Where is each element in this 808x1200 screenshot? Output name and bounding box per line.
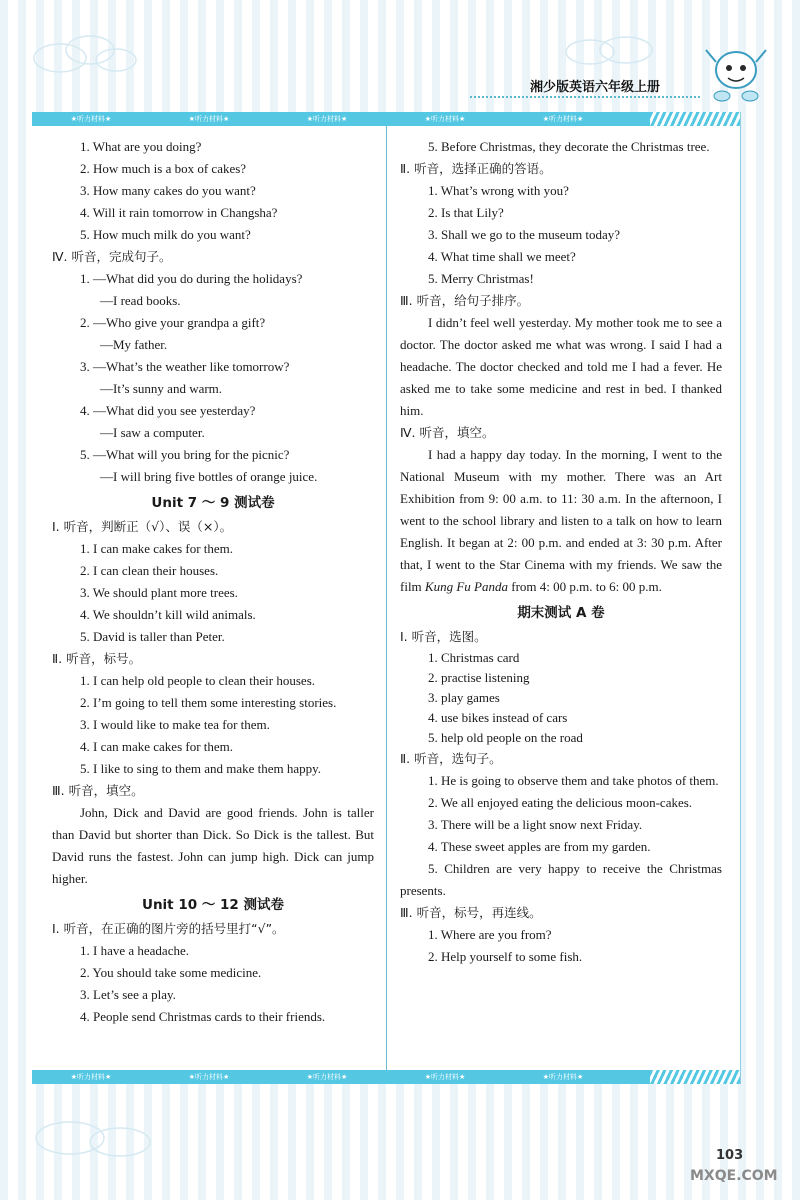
section-title: Ⅰ. 听音，在正确的图片旁的括号里打“√”。 — [52, 921, 285, 936]
list-item: 1. I can help old people to clean their houses. — [80, 673, 316, 688]
header-title: 湘少版英语六年级上册 — [530, 80, 661, 95]
dialog-question: 1. —What did you do during the holidays? — [80, 271, 303, 286]
banner-label: ★听力材料★ — [542, 115, 584, 123]
list-item: 2. Help yourself to some fish. — [428, 949, 583, 964]
list-item: 2. You should take some medicine. — [80, 965, 262, 980]
passage-text: I had a happy day today. In the morning, I went to the National Museum with my mother. There was an Art Exhibition from 9: 00 a.m. to 11: 30 a.m. In the afternoon, I went to the school library and listen to a talk on how to learn English. It began at 2: 00 p.m. and ended at 3: 30 p.m. After that, I went to the Star Cinema with my friends. We saw the film — [400, 447, 722, 594]
section-title: Ⅰ. 听音，判断正（√）、误（×）。 — [52, 519, 233, 534]
list-item: 3. play games — [428, 690, 500, 705]
list-item: 4. I can make cakes for them. — [80, 739, 234, 754]
list-item: 4. use bikes instead of cars — [428, 710, 568, 725]
header-dotted-line — [470, 96, 700, 98]
list-item: 2. I’m going to tell them some interesting stories. — [80, 695, 337, 710]
page-frame-right — [740, 112, 741, 1084]
banner-label: ★听力材料★ — [70, 1073, 112, 1081]
list-item: 1. Where are you from? — [428, 927, 552, 942]
banner-label: ★听力材料★ — [188, 115, 230, 123]
dialog-question: 2. —Who give your grandpa a gift? — [80, 315, 266, 330]
bottom-banner — [32, 1070, 740, 1084]
list-item: 3. I would like to make tea for them. — [80, 717, 270, 732]
question-line: 4. Will it rain tomorrow in Changsha? — [80, 205, 278, 220]
list-item: 2. We all enjoyed eating the delicious moon-cakes. — [428, 795, 693, 810]
dialog-answer: —I will bring five bottles of orange juice. — [100, 469, 318, 484]
list-item: 2. Is that Lily? — [428, 205, 504, 220]
bottom-banner-hatch — [650, 1070, 740, 1084]
dialog-question: 5. —What will you bring for the picnic? — [80, 447, 290, 462]
top-banner — [32, 112, 740, 126]
banner-label: ★听力材料★ — [70, 115, 112, 123]
passage-paragraph — [400, 444, 722, 598]
cloud-decoration-top-left — [30, 28, 140, 78]
list-item: 5. I like to sing to them and make them happy. — [80, 761, 322, 776]
left-column — [52, 136, 374, 1028]
list-item: 1. What’s wrong with you? — [428, 183, 569, 198]
right-column — [400, 136, 722, 968]
section-title: Ⅱ. 听音，选句子。 — [400, 751, 502, 766]
watermark-text: MXQE.COM — [690, 1168, 778, 1184]
section-title: Ⅰ. 听音，选图。 — [400, 629, 487, 644]
dialog-answer: —It’s sunny and warm. — [100, 381, 223, 396]
banner-label: ★听力材料★ — [542, 1073, 584, 1081]
dialog-question: 4. —What did you see yesterday? — [80, 403, 256, 418]
list-item: 4. People send Christmas cards to their friends. — [80, 1009, 326, 1024]
question-line: 5. How much milk do you want? — [80, 227, 251, 242]
mascot-icon — [700, 40, 772, 104]
list-item: 1. He is going to observe them and take photos of them. — [428, 773, 719, 788]
list-item: 1. I can make cakes for them. — [80, 541, 234, 556]
list-item: 4. What time shall we meet? — [428, 249, 576, 264]
question-line: 3. How many cakes do you want? — [80, 183, 256, 198]
list-item: 3. Shall we go to the museum today? — [428, 227, 621, 242]
list-item: 5. Children are very happy to receive the Christmas presents. — [400, 861, 722, 898]
list-item: 1. Christmas card — [428, 650, 520, 665]
section-title: Ⅱ. 听音，标号。 — [52, 651, 142, 666]
list-item: 5. help old people on the road — [428, 730, 583, 745]
list-item: 3. Let’s see a play. — [80, 987, 176, 1002]
continued-item: 5. Before Christmas, they decorate the Christmas tree. — [428, 139, 710, 154]
list-item: 4. These sweet apples are from my garden. — [428, 839, 651, 854]
banner-label: ★听力材料★ — [424, 1073, 466, 1081]
passage-text: from 4: 00 p.m. to 6: 00 p.m. — [507, 579, 662, 594]
list-item: 5. David is taller than Peter. — [80, 629, 225, 644]
section-title: Ⅲ. 听音，标号，再连线。 — [400, 905, 542, 920]
cloud-decoration-bottom-left — [30, 1108, 170, 1168]
question-line: 2. How much is a box of cakes? — [80, 161, 247, 176]
list-item: 1. I have a headache. — [80, 943, 189, 958]
question-line: 1. What are you doing? — [80, 139, 202, 154]
section-title: Ⅳ. 听音，填空。 — [400, 425, 495, 440]
list-item: 2. I can clean their houses. — [80, 563, 219, 578]
section-title: Ⅱ. 听音，选择正确的答语。 — [400, 161, 552, 176]
banner-label: ★听力材料★ — [306, 1073, 348, 1081]
passage-paragraph: John, Dick and David are good friends. John is taller than David but shorter than Dick. So Dick is the tallest. But David runs the fastest. John can jump high. Dick can jump higher. — [52, 805, 374, 886]
film-title: Kung Fu Panda — [424, 579, 508, 594]
column-divider — [386, 126, 387, 1070]
section-title: Ⅲ. 听音，填空。 — [52, 783, 144, 798]
banner-label: ★听力材料★ — [188, 1073, 230, 1081]
section-title: Ⅳ. 听音，完成句子。 — [52, 249, 172, 264]
dialog-question: 3. —What’s the weather like tomorrow? — [80, 359, 290, 374]
top-banner-hatch — [650, 112, 740, 126]
list-item: 4. We shouldn’t kill wild animals. — [80, 607, 256, 622]
banner-label: ★听力材料★ — [306, 115, 348, 123]
unit-heading: Unit 10 ～ 12 测试卷 — [141, 897, 285, 913]
dialog-answer: —I read books. — [100, 293, 181, 308]
test-heading: 期末测试 A 卷 — [517, 605, 605, 621]
section-title: Ⅲ. 听音，给句子排序。 — [400, 293, 530, 308]
dialog-answer: —My father. — [100, 337, 168, 352]
list-item: 2. practise listening — [428, 670, 530, 685]
page-number: 103 — [716, 1148, 744, 1163]
cloud-decoration-top-right — [560, 30, 660, 70]
dialog-answer: —I saw a computer. — [100, 425, 205, 440]
list-item: 3. We should plant more trees. — [80, 585, 238, 600]
banner-label: ★听力材料★ — [424, 115, 466, 123]
unit-heading: Unit 7 ～ 9 测试卷 — [151, 495, 275, 511]
list-item: 3. There will be a light snow next Friday. — [428, 817, 643, 832]
passage-paragraph: I didn’t feel well yesterday. My mother took me to see a doctor. The doctor asked me what was wrong. I said I had a headache. The doctor checked and told me I had a fever. He asked me to take some medicine and rest in bed. I thanked him. — [400, 315, 722, 418]
list-item: 5. Merry Christmas! — [428, 271, 534, 286]
